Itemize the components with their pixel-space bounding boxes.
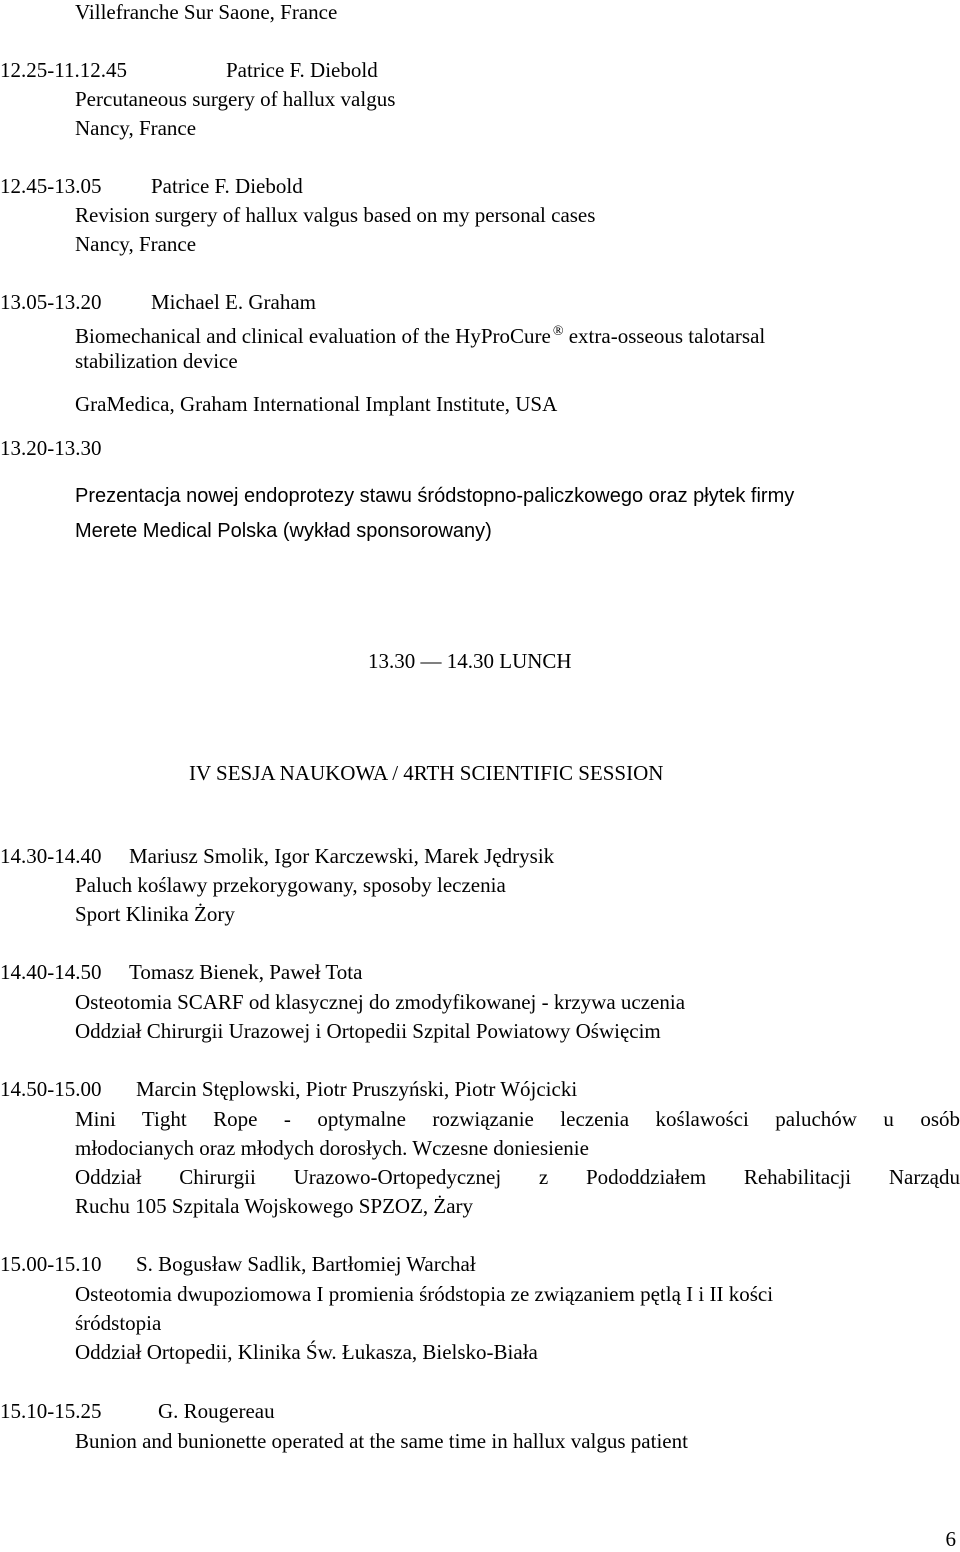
talk-time: 15.00-15.10 xyxy=(0,1252,102,1276)
talk-speakers: S. Bogusław Sadlik, Bartłomiej Warchał xyxy=(136,1252,476,1276)
talk-title xyxy=(75,320,765,348)
talk-speakers: Marcin Stęplowski, Piotr Pruszyński, Piotr Wójcicki xyxy=(136,1077,578,1101)
talk-title-line2: młodocianych oraz młodych dorosłych. Wczesne doniesienie xyxy=(75,1136,589,1160)
talk-title-line2: śródstopia xyxy=(75,1311,162,1335)
talk-speaker: Michael E. Graham xyxy=(151,290,317,314)
talk-place: Sport Klinika Żory xyxy=(75,902,235,926)
talk-place: GraMedica, Graham International Implant Institute, USA xyxy=(75,392,558,416)
talk-title: Revision surgery of hallux valgus based on my personal cases xyxy=(75,203,596,227)
session-heading: IV SESJA NAUKOWA / 4RTH SCIENTIFIC SESSION xyxy=(189,761,664,785)
talk-title-part2: extra-osseous talotarsal xyxy=(568,324,766,348)
talk-time: 15.10-15.25 xyxy=(0,1399,102,1423)
talk-place-line2: Ruchu 105 Szpitala Wojskowego SPZOZ, Żary xyxy=(75,1194,474,1218)
talk-title: Percutaneous surgery of hallux valgus xyxy=(75,87,396,111)
talk-place: Oddział Ortopedii, Klinika Św. Łukasza, Bielsko-Biała xyxy=(75,1340,538,1364)
talk-place: Oddział Chirurgii Urazowo-Ortopedycznej z Pododdziałem Rehabilitacji Narządu xyxy=(75,1165,960,1189)
talk-speaker: G. Rougereau xyxy=(158,1399,275,1423)
talk-title-part1: Biomechanical and clinical evaluation of the HyProCure xyxy=(75,324,551,348)
talk-time: 13.20-13.30 xyxy=(0,436,102,460)
page-number: 6 xyxy=(945,1527,956,1551)
talk-title-line2: stabilization device xyxy=(75,349,238,373)
talk-title: Prezentacja nowej endoprotezy stawu śródstopno-paliczkowego oraz płytek firmy xyxy=(75,485,795,507)
talk-place: Nancy, France xyxy=(75,232,197,256)
talk-speakers: Tomasz Bienek, Paweł Tota xyxy=(129,960,363,984)
talk-title: Bunion and bunionette operated at the same time in hallux valgus patient xyxy=(75,1429,688,1453)
talk-title: Osteotomia SCARF od klasycznej do zmodyfikowanej - krzywa uczenia xyxy=(75,990,686,1014)
talk-time: 12.45-13.05 xyxy=(0,174,102,198)
talk-speaker: Patrice F. Diebold xyxy=(151,174,303,198)
talk-title-line2: Merete Medical Polska (wykład sponsorowany) xyxy=(75,520,492,542)
talk-title: Paluch koślawy przekorygowany, sposoby leczenia xyxy=(75,873,506,897)
talk-time: 14.40-14.50 xyxy=(0,960,102,984)
location: Villefranche Sur Saone, France xyxy=(75,0,338,24)
talk-title: Mini Tight Rope - optymalne rozwiązanie leczenia koślawości paluchów u osób xyxy=(75,1107,960,1131)
talk-time: 14.50-15.00 xyxy=(0,1077,102,1101)
talk-speakers: Mariusz Smolik, Igor Karczewski, Marek Jędrysik xyxy=(129,844,555,868)
talk-place: Nancy, France xyxy=(75,116,197,140)
registered-mark: ® xyxy=(552,324,564,339)
talk-time: 14.30-14.40 xyxy=(0,844,102,868)
talk-speaker: Patrice F. Diebold xyxy=(226,58,378,82)
talk-title: Osteotomia dwupoziomowa I promienia śródstopia ze związaniem pętlą I i II kości xyxy=(75,1282,774,1306)
talk-time: 12.25-11.12.45 xyxy=(0,58,127,82)
lunch-break: 13.30 — 14.30 LUNCH xyxy=(368,649,572,673)
talk-place: Oddział Chirurgii Urazowej i Ortopedii Szpital Powiatowy Oświęcim xyxy=(75,1019,661,1043)
talk-time: 13.05-13.20 xyxy=(0,290,102,314)
